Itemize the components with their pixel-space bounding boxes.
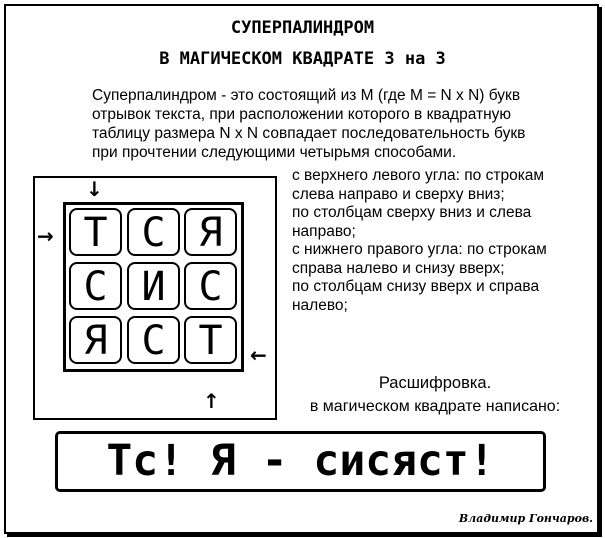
rule-line: по столбцам снизу вверх и справа	[292, 278, 540, 295]
right-arrow-icon: →	[37, 224, 54, 248]
rule-line: с нижнего правого угла: по строкам	[292, 241, 547, 258]
rule-line: слева направо и сверху вниз;	[292, 185, 505, 203]
intro-text	[92, 86, 592, 162]
square-cell: С	[184, 262, 237, 310]
square-cell: С	[69, 262, 122, 310]
intro-line: при прочтении следующими четырьмя способами.	[92, 144, 457, 161]
rule-line: налево;	[292, 296, 348, 314]
square-cell: Я	[69, 316, 122, 364]
magic-square-grid	[63, 202, 244, 372]
square-cell: Т	[69, 208, 122, 256]
left-arrow-icon: ←	[250, 343, 267, 367]
square-cell: С	[127, 316, 180, 364]
rule-line: по столбцам сверху вниз и слева	[292, 204, 532, 221]
square-cell: С	[127, 208, 180, 256]
square-cell: И	[127, 262, 180, 310]
square-cell: Я	[184, 208, 237, 256]
up-arrow-icon: ↑	[203, 389, 220, 413]
down-arrow-icon: ↓	[86, 177, 103, 201]
decoding-heading: Расшифровка.	[378, 374, 492, 392]
author-signature: Владимир Гончаров.	[458, 512, 593, 525]
rule-line: справа налево и снизу вверх;	[292, 259, 505, 277]
title-line-1: СУПЕРПАЛИНДРОМ	[230, 18, 375, 38]
intro-line: отрывок текста, при расположении которого в квадратную	[92, 106, 512, 123]
rule-line: с верхнего левого угла: по строкам	[292, 167, 545, 184]
decoding-subheading: в магическом квадрате написано:	[309, 398, 561, 415]
reading-rules	[292, 167, 592, 315]
decoded-answer: Тс! Я - сисяст!	[55, 431, 546, 492]
title-line-2: В МАГИЧЕСКОМ КВАДРАТЕ 3 на 3	[159, 49, 446, 69]
intro-line: таблицу размера N х N совпадает последовательность букв	[92, 125, 526, 142]
square-cell: Т	[184, 316, 237, 364]
rule-line: направо;	[292, 222, 356, 240]
intro-line: Суперпалиндром - это состоящий из М (где М = N х N) букв	[92, 87, 521, 104]
